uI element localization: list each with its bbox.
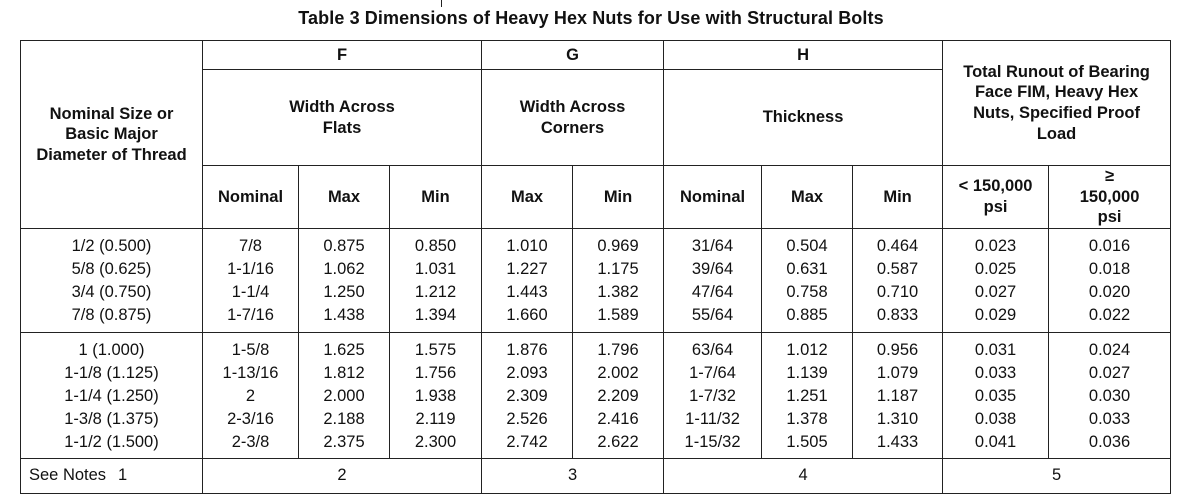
value: 0.036 xyxy=(1088,432,1131,451)
value: 1-1/4 (1.250) xyxy=(64,386,159,405)
header-G-desc xyxy=(482,70,664,166)
value: 1.378 xyxy=(786,409,828,428)
value: 1.433 xyxy=(876,432,919,451)
value: 39/64 xyxy=(691,260,734,279)
header-runout-text: Total Runout of Bearing Face FIM, Heavy Hex Nuts, Specified Proof Load xyxy=(963,62,1150,143)
value: 0.027 xyxy=(1088,363,1131,382)
value: 2.622 xyxy=(597,432,639,451)
value: 1.079 xyxy=(876,363,919,382)
value: 3/4 (0.750) xyxy=(71,283,152,302)
value: 0.033 xyxy=(974,363,1017,382)
value: 1.031 xyxy=(414,260,457,279)
notes-number-H: 4 xyxy=(664,458,943,493)
value: 1.175 xyxy=(597,260,639,279)
value: 1.251 xyxy=(786,386,828,405)
value: 0.885 xyxy=(786,306,828,325)
value: 2.002 xyxy=(597,363,639,382)
cell-g-min xyxy=(573,332,664,458)
cell-size xyxy=(21,332,203,458)
value: 0.758 xyxy=(786,283,828,302)
subheader-runout-lt-text: < 150,000 psi xyxy=(958,177,1033,216)
value: 0.023 xyxy=(974,237,1017,256)
value: 1.660 xyxy=(506,306,548,325)
header-G-desc-text: Width Across Corners xyxy=(519,97,626,137)
value: 1.812 xyxy=(323,363,365,382)
value: 1.382 xyxy=(597,283,639,302)
value: 1-15/32 xyxy=(684,432,741,451)
header-H: H xyxy=(664,41,943,70)
value: 1.505 xyxy=(786,432,828,451)
subheader-g-min: Min xyxy=(573,166,664,229)
value: 0.029 xyxy=(974,306,1017,325)
value: 0.464 xyxy=(876,237,919,256)
subheader-runout-ge-text: ≥ 150,000 psi xyxy=(1079,167,1140,227)
value: 1-11/32 xyxy=(685,409,740,428)
cell-runout-ge xyxy=(1049,332,1171,458)
header-F-desc-text: Width Across Flats xyxy=(289,97,395,137)
cell-h-max xyxy=(762,228,853,332)
header-H-desc: Thickness xyxy=(664,70,943,166)
cell-runout-lt xyxy=(943,332,1049,458)
value: 2.300 xyxy=(414,432,457,451)
subheader-h-nominal: Nominal xyxy=(664,166,762,229)
value: 2-3/16 xyxy=(227,409,274,428)
value: 0.031 xyxy=(974,340,1017,359)
value: 1-7/64 xyxy=(689,363,736,382)
value: 1.625 xyxy=(323,340,365,359)
scan-mark xyxy=(441,0,442,7)
subheader-f-min: Min xyxy=(390,166,482,229)
value: 5/8 (0.625) xyxy=(71,260,152,279)
value: 1.212 xyxy=(414,283,457,302)
notes-number-runout: 5 xyxy=(943,458,1171,493)
value: 0.033 xyxy=(1088,409,1131,428)
value: 0.956 xyxy=(876,340,919,359)
header-G: G xyxy=(482,41,664,70)
cell-runout-ge xyxy=(1049,228,1171,332)
value: 0.041 xyxy=(974,432,1017,451)
value: 1.938 xyxy=(414,386,457,405)
value: 1.756 xyxy=(414,363,457,382)
value: 2 xyxy=(245,386,256,405)
subheader-g-max: Max xyxy=(482,166,573,229)
value: 0.969 xyxy=(597,237,639,256)
cell-g-max xyxy=(482,332,573,458)
value: 1.227 xyxy=(506,260,548,279)
value: 1-13/16 xyxy=(222,363,279,382)
notes-number-G: 3 xyxy=(482,458,664,493)
cell-f-nominal xyxy=(203,228,299,332)
value: 1-3/8 (1.375) xyxy=(64,409,159,428)
value: 0.025 xyxy=(974,260,1017,279)
value: 2.526 xyxy=(506,409,548,428)
value: 1/2 (0.500) xyxy=(71,237,152,256)
subheader-f-max: Max xyxy=(299,166,390,229)
value: 0.022 xyxy=(1088,306,1131,325)
header-nominal-size-text: Nominal Size or Basic Major Diameter of Thread xyxy=(36,104,187,164)
value: 2-3/8 xyxy=(231,432,270,451)
cell-f-max xyxy=(299,332,390,458)
value: 2.188 xyxy=(323,409,365,428)
value: 1-1/8 (1.125) xyxy=(64,363,159,382)
value: 0.016 xyxy=(1088,237,1131,256)
cell-h-min xyxy=(853,228,943,332)
value: 1.394 xyxy=(414,306,457,325)
value: 0.020 xyxy=(1088,283,1131,302)
value: 0.710 xyxy=(876,283,919,302)
cell-h-nominal xyxy=(664,228,762,332)
cell-f-max xyxy=(299,228,390,332)
value: 0.027 xyxy=(974,283,1017,302)
value: 1-7/16 xyxy=(227,306,274,325)
value: 2.742 xyxy=(506,432,548,451)
value: 1.062 xyxy=(323,260,365,279)
value: 0.030 xyxy=(1088,386,1131,405)
value: 0.833 xyxy=(876,306,919,325)
value: 2.309 xyxy=(506,386,548,405)
value: 0.587 xyxy=(876,260,919,279)
value: 31/64 xyxy=(691,237,734,256)
value: 0.024 xyxy=(1088,340,1131,359)
cell-h-min xyxy=(853,332,943,458)
value: 0.504 xyxy=(786,237,828,256)
table-row-group-2 xyxy=(21,332,1171,458)
value: 1.139 xyxy=(786,363,828,382)
value: 7/8 (0.875) xyxy=(71,306,152,325)
value: 0.850 xyxy=(414,237,457,256)
value: 0.875 xyxy=(323,237,365,256)
cell-f-min xyxy=(390,228,482,332)
value: 1.443 xyxy=(506,283,548,302)
value: 2.093 xyxy=(506,363,548,382)
value: 0.018 xyxy=(1088,260,1131,279)
value: 2.416 xyxy=(597,409,639,428)
cell-f-min xyxy=(390,332,482,458)
value: 2.209 xyxy=(597,386,639,405)
value: 0.631 xyxy=(786,260,828,279)
value: 0.035 xyxy=(974,386,1017,405)
cell-runout-lt xyxy=(943,228,1049,332)
header-F: F xyxy=(203,41,482,70)
value: 1-1/16 xyxy=(227,260,274,279)
value: 1 (1.000) xyxy=(78,340,145,359)
value: 1.589 xyxy=(597,306,639,325)
notes-label-cell xyxy=(21,458,203,493)
value: 0.038 xyxy=(974,409,1017,428)
notes-label: See Notes xyxy=(29,466,107,485)
cell-g-min xyxy=(573,228,664,332)
header-F-desc xyxy=(203,70,482,166)
value: 1-1/4 xyxy=(231,283,270,302)
value: 2.000 xyxy=(323,386,365,405)
value: 1.187 xyxy=(876,386,919,405)
value: 2.119 xyxy=(415,409,456,428)
subheader-f-nominal: Nominal xyxy=(203,166,299,229)
table-row-group-1 xyxy=(21,228,1171,332)
value: 1.575 xyxy=(414,340,457,359)
value: 1-1/2 (1.500) xyxy=(64,432,159,451)
cell-h-max xyxy=(762,332,853,458)
header-runout xyxy=(943,41,1171,166)
notes-number-F: 2 xyxy=(203,458,482,493)
value: 7/8 xyxy=(239,237,262,256)
heavy-hex-nut-dimensions-table xyxy=(20,40,1171,494)
cell-h-nominal xyxy=(664,332,762,458)
value: 1.250 xyxy=(323,283,365,302)
value: 63/64 xyxy=(691,340,734,359)
header-nominal-size xyxy=(21,41,203,229)
value: 1.438 xyxy=(323,306,365,325)
value: 1.012 xyxy=(786,340,828,359)
subheader-runout-lt xyxy=(943,166,1049,229)
cell-size xyxy=(21,228,203,332)
value: 1-5/8 xyxy=(231,340,270,359)
table-title: Table 3 Dimensions of Heavy Hex Nuts for Use with Structural Bolts xyxy=(298,8,884,28)
subheader-runout-ge xyxy=(1049,166,1171,229)
notes-number-size: 1 xyxy=(118,466,128,485)
value: 1.310 xyxy=(876,409,919,428)
subheader-h-min: Min xyxy=(853,166,943,229)
value: 47/64 xyxy=(691,283,734,302)
cell-f-nominal xyxy=(203,332,299,458)
value: 1-7/32 xyxy=(689,386,736,405)
cell-g-max xyxy=(482,228,573,332)
table-row-notes xyxy=(21,458,1171,493)
value: 2.375 xyxy=(323,432,365,451)
value: 1.796 xyxy=(597,340,639,359)
value: 55/64 xyxy=(691,306,734,325)
subheader-h-max: Max xyxy=(762,166,853,229)
value: 1.010 xyxy=(506,237,548,256)
value: 1.876 xyxy=(506,340,548,359)
